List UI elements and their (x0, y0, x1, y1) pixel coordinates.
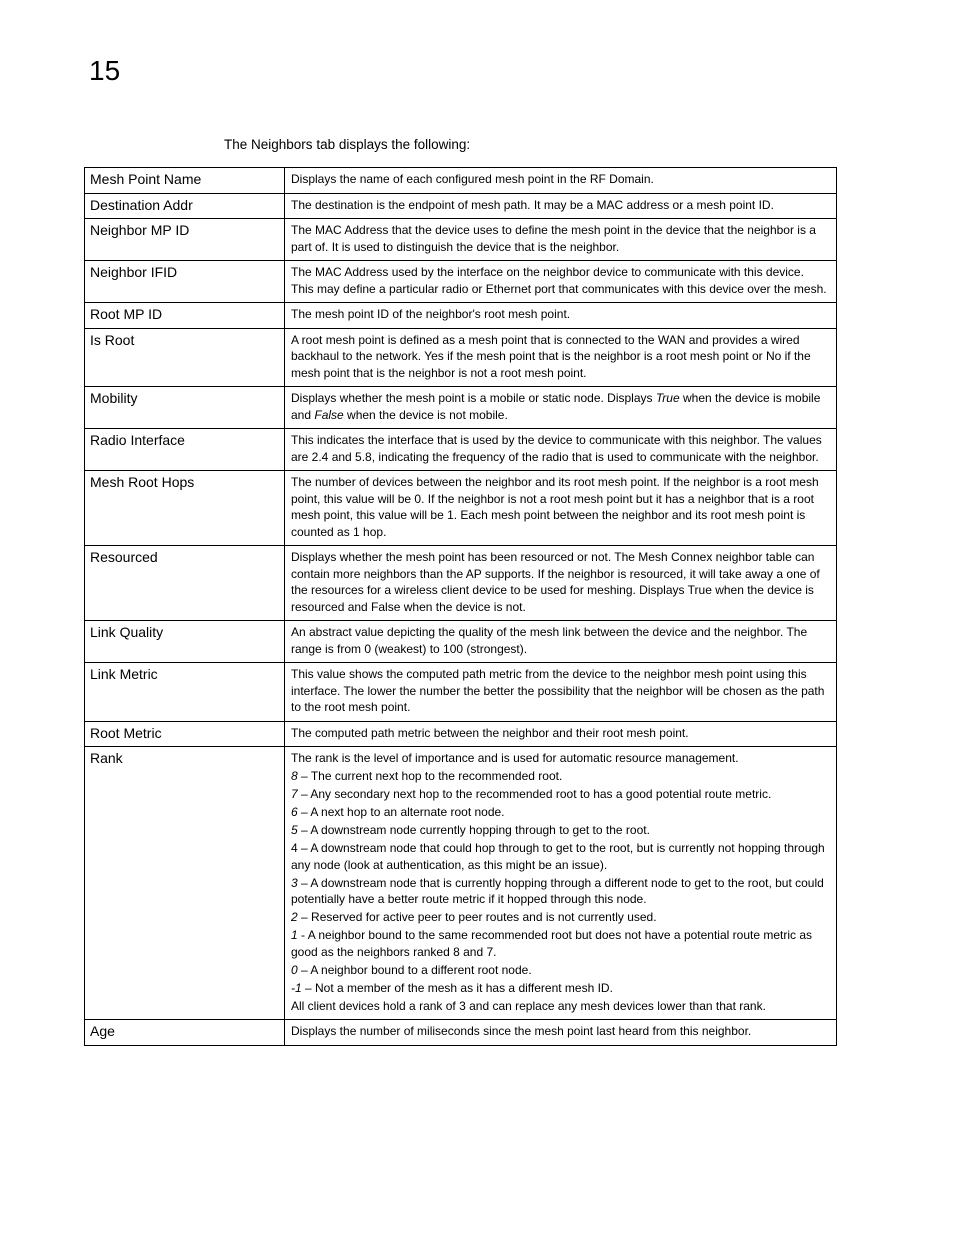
rank-number: 3 (291, 875, 298, 890)
field-description: An abstract value depicting the quality of the mesh link between the device and the neighbor. The range is from 0 (weakest) to 100 (strongest). (285, 621, 837, 663)
chapter-number: 15 (89, 55, 121, 86)
intro-after: tab displays the following: (312, 137, 471, 152)
false-value: False (314, 407, 344, 422)
table-row (85, 429, 837, 471)
rank-number: 0 (291, 962, 298, 977)
field-description: The MAC Address that the device uses to define the mesh point in the device that the neighbor is a part of. It is used to distinguish the device that is the neighbor. (285, 219, 837, 261)
field-description: The mesh point ID of the neighbor's root mesh point. (285, 303, 837, 329)
intro-before: The (224, 137, 252, 152)
field-description (285, 747, 837, 1020)
table-row (85, 168, 837, 194)
rank-number: 8 (291, 769, 298, 783)
field-description: The destination is the endpoint of mesh path. It may be a MAC address or a mesh point ID. (285, 193, 837, 219)
rank-text: – Any secondary next hop to the recommended root to has a good potential route metric. (297, 787, 772, 801)
rank-text: – A downstream node that is currently hopping through a different node to get to the root, but could potentially have a better route metric if it hopped through this node. (291, 875, 824, 906)
table-row (85, 663, 837, 722)
field-description: The number of devices between the neighbor and its root mesh point. If the neighbor is a root mesh point, this value will be 0. If the neighbor is not a root mesh point but it has a neighbor that is a root mesh point, this value will be 1. Each mesh point between the neighbor and its root mesh point is counted as 1 hop. (285, 471, 837, 546)
field-description: This value shows the computed path metric from the device to the neighbor mesh point using this interface. The lower the number the better the possibility that the neighbor will be chosen as the path to the root mesh point. (285, 663, 837, 722)
rank-text: – A neighbor bound to a different root node. (297, 962, 532, 977)
rank-item (291, 840, 829, 873)
rank-item (291, 962, 829, 979)
field-name: Link Metric (85, 663, 285, 722)
rank-item (291, 909, 829, 926)
field-name: Neighbor IFID (85, 261, 285, 303)
rank-number: 4 (291, 841, 298, 855)
field-description: Displays whether the mesh point has been resourced or not. The Mesh Connex neighbor table can contain more neighbors than the AP supports. If the neighbor is resourced, it will take away a one of the resources for a wireless client device to be used for meshing. Displays True when the device is resourced and False when the device is not. (285, 546, 837, 621)
table-row (85, 193, 837, 219)
field-name: Neighbor MP ID (85, 219, 285, 261)
field-description: Displays the name of each configured mesh point in the RF Domain. (285, 168, 837, 194)
table-row (85, 387, 837, 429)
table-row (85, 471, 837, 546)
rank-text: – The current next hop to the recommended root. (297, 769, 563, 783)
table-row (85, 621, 837, 663)
field-name: Resourced (85, 546, 285, 621)
field-name: Link Quality (85, 621, 285, 663)
rank-text: – Not a member of the mesh as it has a different mesh ID. (301, 980, 613, 995)
table-row (85, 747, 837, 1020)
rank-text: - A neighbor bound to the same recommended root but does not have a potential route metric as good as the neighbors ranked 8 and 7. (291, 928, 813, 959)
field-description (285, 387, 837, 429)
rank-item (291, 822, 829, 839)
field-description: This indicates the interface that is used by the device to communicate with this neighbor. The values are 2.4 and 5.8, indicating the frequency of the radio that is used to communicate with the neighbor. (285, 429, 837, 471)
rank-number: 1 (291, 928, 298, 942)
rank-number: -1 (291, 980, 302, 995)
field-name: Root MP ID (85, 303, 285, 329)
table-row (85, 721, 837, 747)
rank-number: 5 (291, 823, 298, 837)
rank-number: 2 (291, 910, 298, 924)
intro-tab-name: Neighbors (251, 137, 313, 152)
field-name: Mesh Root Hops (85, 471, 285, 546)
field-description: A root mesh point is defined as a mesh point that is connected to the WAN and provides a wired backhaul to the network. Yes if the mesh point that is the neighbor is a root mesh point or No if the mesh point that is the neighbor is not a root mesh point. (285, 328, 837, 387)
rank-outro: All client devices hold a rank of 3 and can replace any mesh devices lower than that rank. (291, 998, 766, 1013)
table-row (85, 303, 837, 329)
rank-item (291, 768, 829, 785)
neighbors-table (84, 167, 837, 1046)
rank-intro: The rank is the level of importance and is used for automatic resource management. (291, 751, 739, 765)
intro-sentence (224, 136, 470, 153)
table-row (85, 219, 837, 261)
rank-number: 7 (291, 787, 298, 801)
table-row (85, 546, 837, 621)
rank-text: – A downstream node currently hopping through to get to the root. (297, 823, 650, 837)
rank-item (291, 980, 829, 997)
field-name: Mesh Point Name (85, 168, 285, 194)
rank-text: – A next hop to an alternate root node. (297, 805, 505, 819)
rank-item (291, 927, 829, 960)
field-name: Radio Interface (85, 429, 285, 471)
field-name: Is Root (85, 328, 285, 387)
field-description: Displays the number of miliseconds since the mesh point last heard from this neighbor. (285, 1020, 837, 1046)
description-text: when the device is not mobile. (343, 407, 508, 422)
table-row (85, 1020, 837, 1046)
rank-item (291, 804, 829, 821)
true-value: True (655, 391, 680, 405)
description-text: Displays whether the mesh point is a mobile or static node. Displays (291, 391, 656, 405)
field-description: The computed path metric between the neighbor and their root mesh point. (285, 721, 837, 747)
rank-item (291, 786, 829, 803)
field-name: Root Metric (85, 721, 285, 747)
description-text: when the device is mobile and (291, 391, 821, 422)
rank-number: 6 (291, 805, 298, 819)
rank-text: – Reserved for active peer to peer routes and is not currently used. (297, 910, 657, 924)
table-row (85, 261, 837, 303)
rank-item (291, 875, 829, 908)
field-name: Rank (85, 747, 285, 1020)
table-row (85, 328, 837, 387)
field-name: Mobility (85, 387, 285, 429)
field-name: Age (85, 1020, 285, 1046)
rank-text: – A downstream node that could hop through to get to the root, but is currently not hopping through any node (look at authentication, as this might be an issue). (291, 841, 825, 872)
field-name: Destination Addr (85, 193, 285, 219)
field-description: The MAC Address used by the interface on the neighbor device to communicate with this device. This may define a particular radio or Ethernet port that communicates with this device over the mesh. (285, 261, 837, 303)
